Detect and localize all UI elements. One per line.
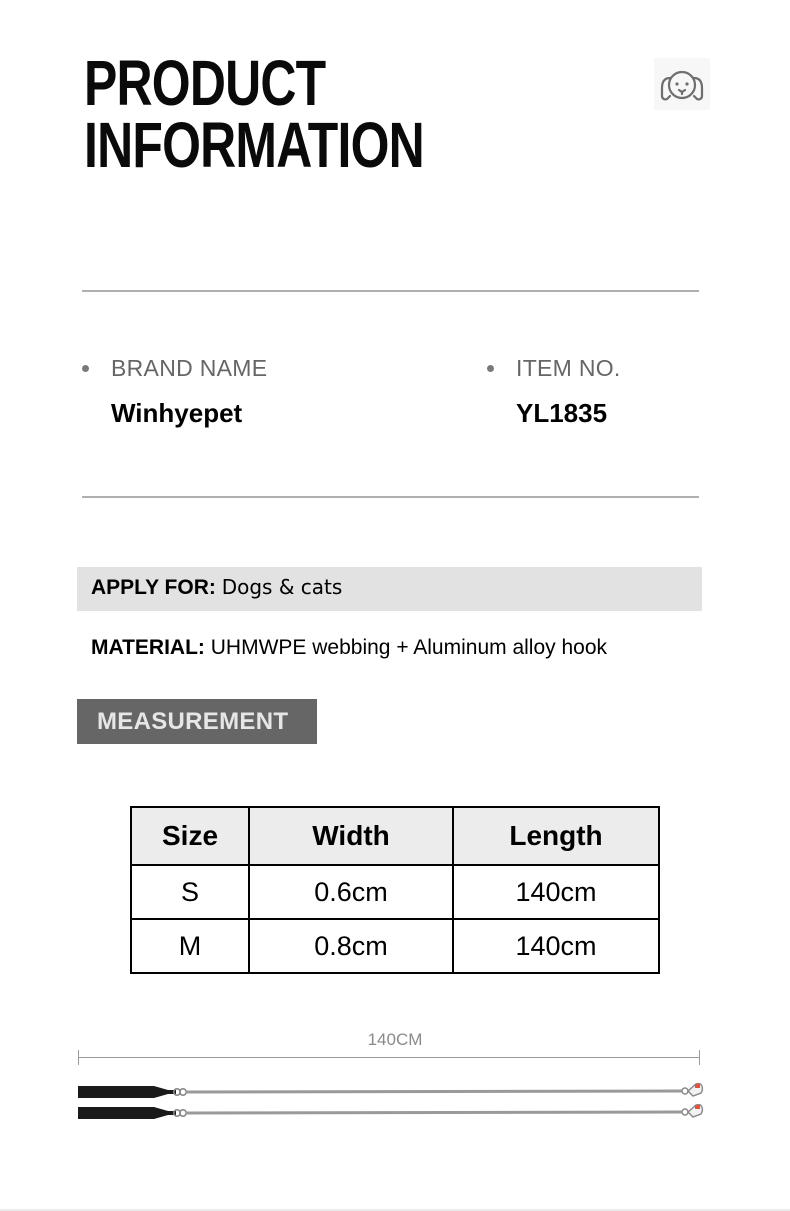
- material-row: [91, 636, 607, 660]
- page-title: [84, 47, 424, 181]
- title-line-1: PRODUCT: [84, 47, 326, 119]
- size-table: [130, 806, 660, 974]
- item-no-value: YL1835: [516, 398, 608, 428]
- apply-for-row: [91, 575, 342, 600]
- brand-name-value: Winhyepet: [111, 398, 243, 428]
- table-header-row: [131, 807, 659, 865]
- dimension-tick-right: [699, 1050, 700, 1065]
- divider-top: [82, 290, 699, 292]
- bullet-icon: [487, 365, 494, 372]
- dog-face-icon: [654, 58, 710, 110]
- cell-length: 140cm: [453, 919, 659, 973]
- dimension-tick-left: [78, 1050, 79, 1065]
- header-length: Length: [453, 807, 659, 865]
- length-dimension-label: 140CM: [367, 1030, 423, 1049]
- header-width: Width: [249, 807, 453, 865]
- bullet-icon: [82, 365, 89, 372]
- dimension-line: [78, 1057, 700, 1058]
- material-label: MATERIAL:: [91, 636, 205, 659]
- item-no-label: ITEM NO.: [516, 355, 621, 381]
- title-line-2: INFORMATION: [84, 109, 424, 181]
- cell-size: S: [131, 865, 249, 919]
- cell-length: 140cm: [453, 865, 659, 919]
- cell-width: 0.8cm: [249, 919, 453, 973]
- table-row: [131, 919, 659, 973]
- apply-for-label: APPLY FOR:: [91, 576, 216, 599]
- measurement-heading: MEASUREMENT: [97, 708, 289, 735]
- cell-width: 0.6cm: [249, 865, 453, 919]
- leash-2: [78, 1105, 702, 1119]
- cell-size: M: [131, 919, 249, 973]
- leash-product-image: [76, 1080, 708, 1124]
- header-size: Size: [131, 807, 249, 865]
- brand-name-label: BRAND NAME: [111, 355, 268, 381]
- material-value: UHMWPE webbing + Aluminum alloy hook: [210, 636, 608, 659]
- divider-bottom: [82, 496, 699, 498]
- apply-for-value: Dogs & cats: [221, 575, 343, 599]
- table-row: [131, 865, 659, 919]
- leash-1: [78, 1084, 702, 1098]
